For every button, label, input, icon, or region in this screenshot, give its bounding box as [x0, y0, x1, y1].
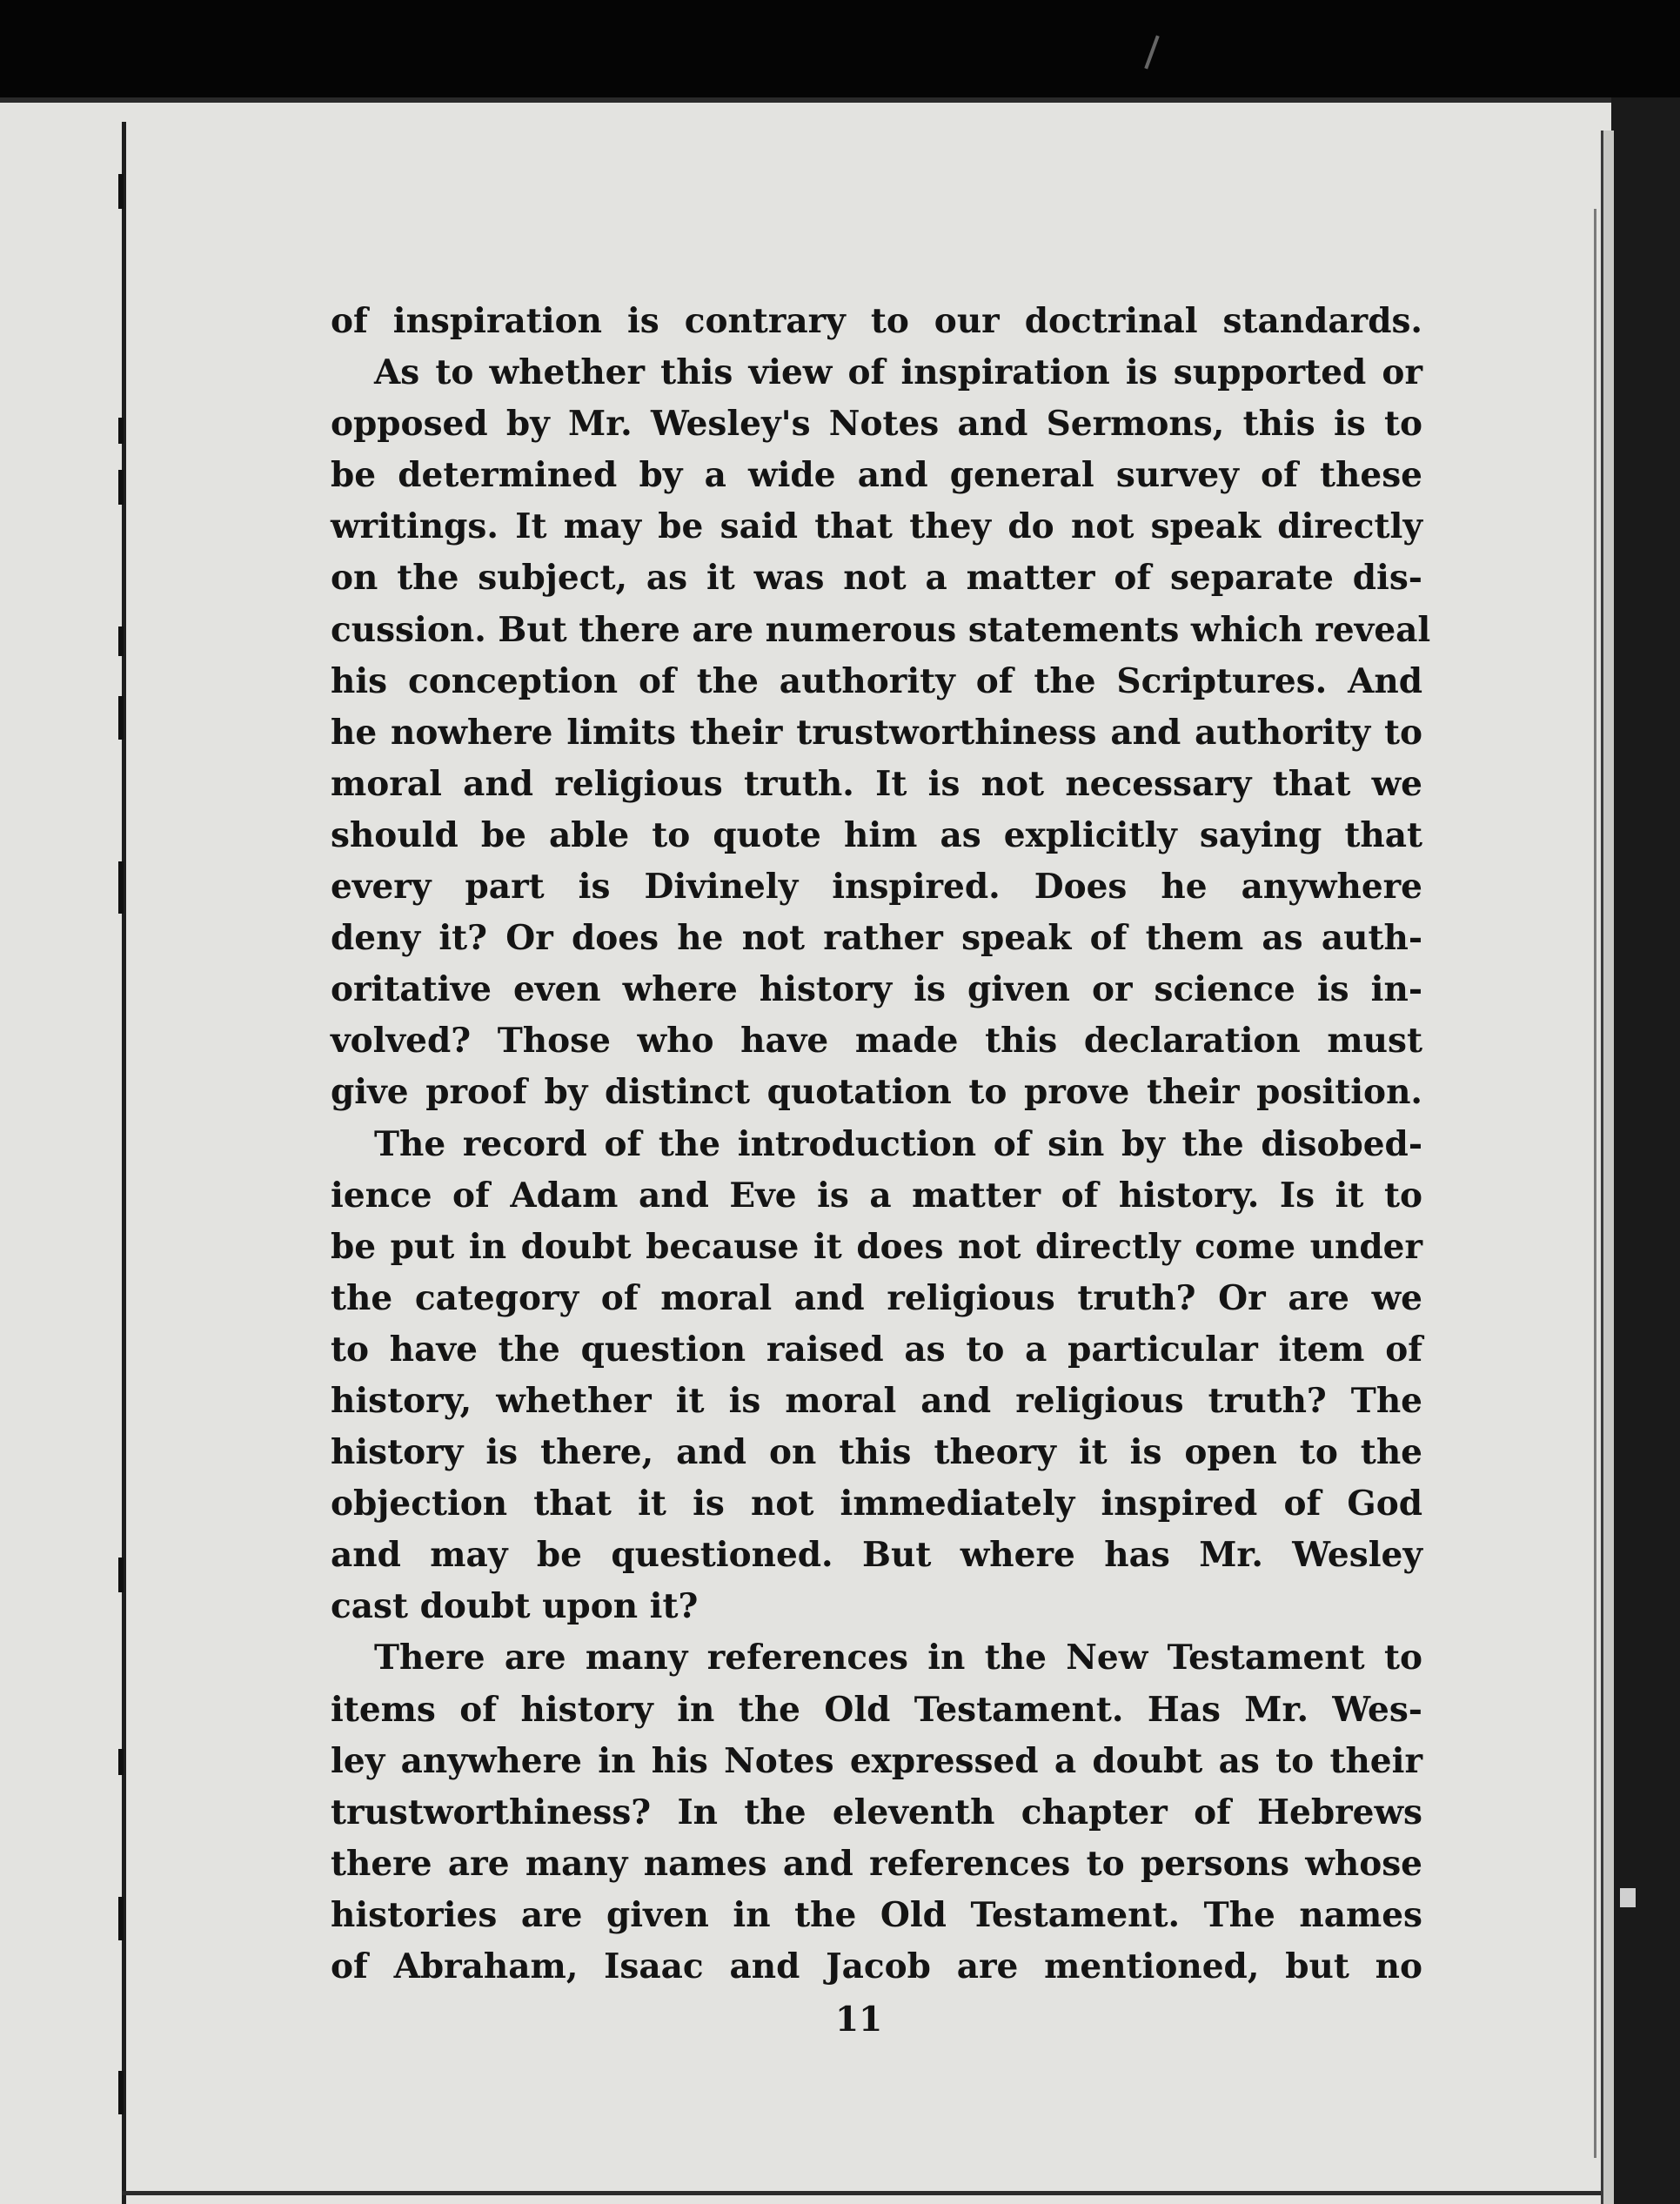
text-line: should be able to quote him as explicitly saying that: [331, 814, 1422, 855]
binding-stitch-mark: [118, 1749, 124, 1775]
binding-stitch-mark: [118, 470, 124, 505]
text-line: The record of the introduction of sin by the disobed-: [374, 1123, 1422, 1164]
text-line: he nowhere limits their trustworthiness and authority to: [331, 712, 1422, 753]
text-line: history, whether it is moral and religious truth? The: [331, 1380, 1422, 1421]
text-line: cast doubt upon it?: [331, 1586, 699, 1627]
binding-stitch-mark: [118, 626, 124, 656]
binding-stitch-mark: [118, 1558, 124, 1592]
binding-stitch-mark: [118, 2071, 124, 2114]
text-line: give proof by distinct quotation to prove their position.: [331, 1072, 1422, 1113]
text-line: there are many names and references to persons whose: [331, 1843, 1422, 1884]
page-bottom-edge: [122, 2191, 1601, 2195]
text-line: objection that it is not immediately inspired of God: [331, 1484, 1422, 1524]
text-line: of Abraham, Isaac and Jacob are mentioned, but no: [331, 1946, 1422, 1986]
text-line: oritative even where history is given or science is in-: [331, 969, 1422, 1010]
text-line: ience of Adam and Eve is a matter of history. Is it to: [331, 1175, 1422, 1216]
binding-stitch-mark: [118, 1897, 124, 1940]
text-line: cussion. But there are numerous statements which reveal: [331, 609, 1431, 650]
binding-stitch-mark: [118, 174, 124, 209]
text-line: There are many references in the New Testament to: [374, 1638, 1422, 1678]
text-line: every part is Divinely inspired. Does he anywhere: [331, 867, 1422, 908]
text-line: the category of moral and religious truth? Or are we: [331, 1277, 1422, 1318]
text-line: histories are given in the Old Testament. The names: [331, 1894, 1422, 1935]
text-line: history is there, and on this theory it is open to the: [331, 1432, 1422, 1473]
text-line: As to whether this view of inspiration is supported or: [374, 352, 1422, 393]
text-line: trustworthiness? In the eleventh chapter of Hebrews: [331, 1792, 1422, 1832]
text-line: be determined by a wide and general survey of these: [331, 455, 1422, 496]
text-line: and may be questioned. But where has Mr. Wesley: [331, 1535, 1422, 1576]
text-line: ley anywhere in his Notes expressed a doubt as to their: [331, 1740, 1422, 1781]
scan-top-border: [0, 0, 1680, 103]
page-edge: [1601, 131, 1614, 2204]
text-line: moral and religious truth. It is not necessary that we: [331, 763, 1422, 804]
text-line: writings. It may be said that they do not speak directly: [331, 506, 1422, 547]
text-line: volved? Those who have made this declaration must: [331, 1021, 1422, 1062]
binding-stitch-mark: [118, 418, 124, 444]
page-fold-line: [1594, 209, 1596, 2158]
scan-speck: [1620, 1888, 1636, 1907]
text-line: be put in doubt because it does not directly come under: [331, 1226, 1422, 1267]
text-line: on the subject, as it was not a matter of separate dis-: [331, 558, 1422, 599]
text-line: opposed by Mr. Wesley's Notes and Sermons, this is to: [331, 404, 1422, 445]
page-number: 11: [835, 2000, 883, 2040]
text-line: to have the question raised as to a particular item of: [331, 1329, 1422, 1370]
text-line: items of history in the Old Testament. Has Mr. Wes-: [331, 1689, 1422, 1730]
binding-stitch-mark: [118, 696, 124, 740]
text-line: his conception of the authority of the Scriptures. And: [331, 660, 1422, 701]
text-line: of inspiration is contrary to our doctrinal standards.: [331, 301, 1422, 341]
binding-stitch-mark: [118, 861, 124, 914]
text-line: deny it? Or does he not rather speak of them as auth-: [331, 918, 1422, 959]
body-text: [331, 296, 1431, 1993]
